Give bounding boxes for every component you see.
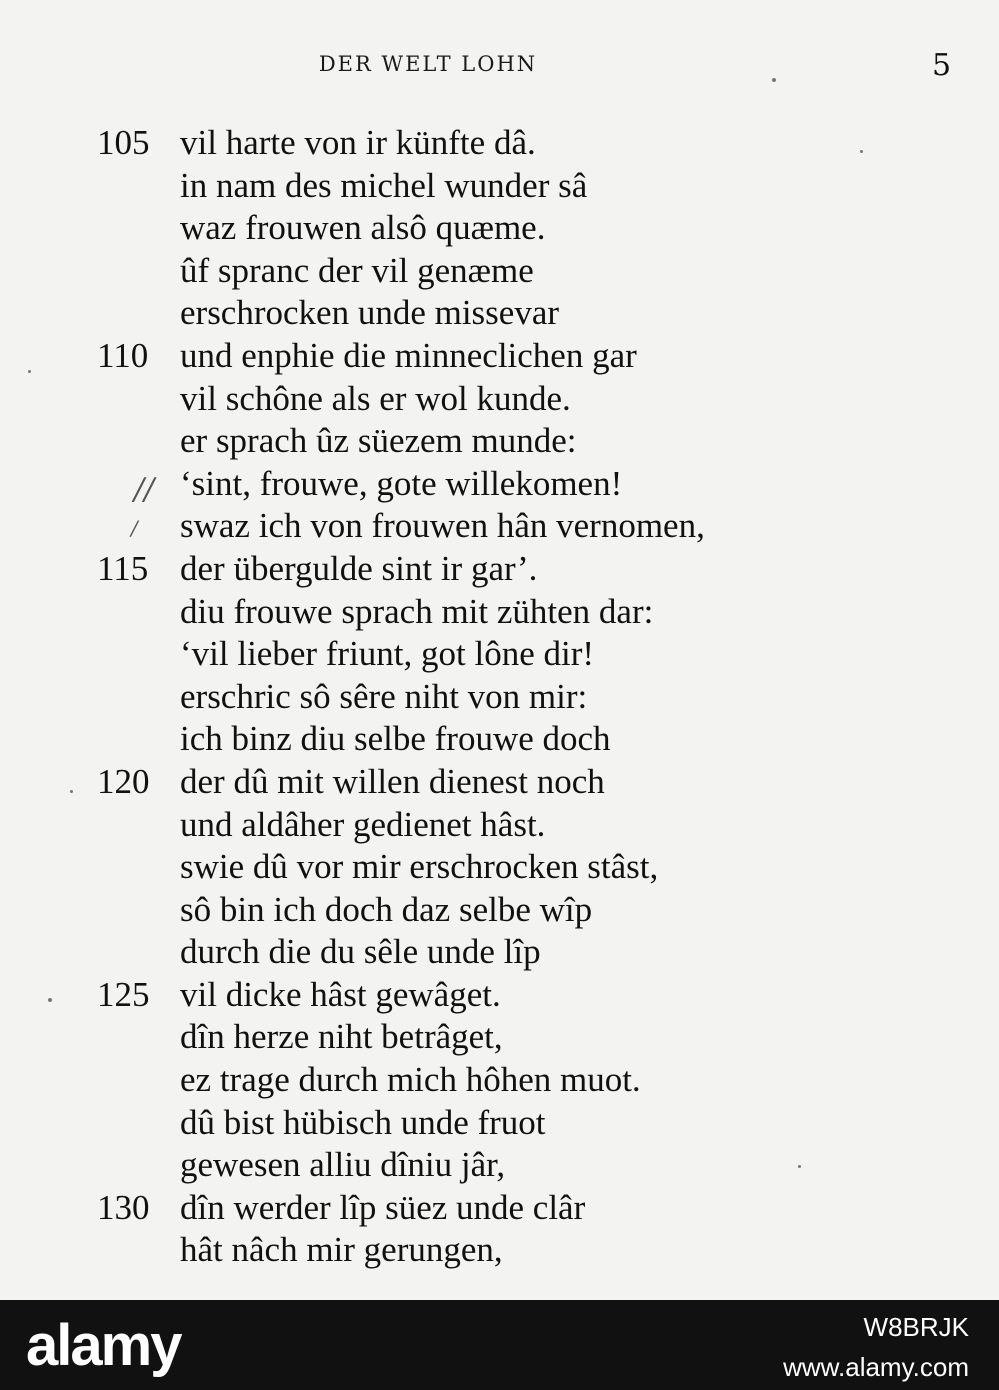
verse-text: der übergulde sint ir gar’. (180, 548, 538, 588)
poem-line (0, 889, 999, 932)
poem-line (0, 761, 999, 804)
stock-photo-footer (0, 1300, 999, 1390)
poem-line (0, 718, 999, 761)
verse-text: der dû mit willen dienest noch (180, 761, 605, 801)
poem-line (0, 165, 999, 208)
verse-text: und aldâher gedienet hâst. (180, 804, 546, 844)
verse-text: vil schône als er wol kunde. (180, 378, 571, 418)
verse-text: dîn werder lîp süez unde clâr (180, 1187, 586, 1227)
poem-line (0, 1059, 999, 1102)
running-head (0, 48, 999, 86)
poem-line (0, 207, 999, 250)
verse-text: dû bist hübisch unde fruot (180, 1102, 546, 1142)
line-number: 125 (97, 974, 150, 1014)
poem-line (0, 122, 999, 165)
poem-line (0, 1144, 999, 1187)
verse-text: er sprach ûz süezem munde: (180, 421, 577, 461)
verse-text: durch die du sêle unde lîp (180, 932, 541, 972)
verse-text: swaz ich von frouwen hân vernomen, (180, 506, 705, 546)
line-number: 120 (97, 761, 150, 801)
poem-line (0, 1229, 999, 1272)
line-number: 105 (97, 123, 150, 162)
margin-mark: / (131, 516, 138, 540)
verse-text: ûf spranc der vil genæme (180, 250, 534, 290)
poem-line (0, 1016, 999, 1059)
verse-text: gewesen alliu dîniu jâr, (180, 1145, 506, 1185)
verse-text: sô bin ich doch daz selbe wîp (180, 889, 593, 929)
poem-line (0, 1102, 999, 1145)
verse-text: ich binz diu selbe frouwe doch (180, 719, 611, 759)
poem-line (0, 378, 999, 421)
verse-text: ez trage durch mich hôhen muot. (180, 1060, 641, 1100)
verse-text: ‘sint, frouwe, gote willekomen! (180, 463, 623, 503)
poem-line (0, 505, 999, 548)
verse-text: ‘vil lieber friunt, got lône dir! (180, 634, 595, 674)
speck (798, 1165, 801, 1168)
alamy-logo: alamy (26, 1313, 181, 1378)
poem-line (0, 633, 999, 676)
verse-text: erschrocken unde missevar (180, 293, 560, 333)
poem-line (0, 974, 999, 1017)
margin-mark: // (134, 472, 155, 507)
verse-text: swie dû vor mir erschrocken stâst, (180, 847, 659, 887)
poem-line (0, 548, 999, 591)
poem-line (0, 250, 999, 293)
speck (772, 78, 776, 82)
verse-text: vil dicke hâst gewâget. (180, 974, 501, 1014)
line-number: 110 (97, 335, 149, 375)
verse-text: und enphie die minneclichen gar (180, 335, 637, 375)
poem-text (0, 122, 999, 1272)
image-id: W8BRJK (863, 1312, 969, 1342)
poem-line (0, 676, 999, 719)
line-number: 115 (97, 548, 149, 588)
speck (28, 370, 31, 373)
verse-text: diu frouwe sprach mit zühten dar: (180, 591, 654, 631)
line-number: 130 (97, 1187, 150, 1227)
poem-line (0, 335, 999, 378)
poem-line (0, 931, 999, 974)
verse-text: vil harte von ir künfte dâ. (180, 123, 536, 162)
poem-line (0, 846, 999, 889)
verse-text: dîn herze niht betrâget, (180, 1017, 503, 1057)
poem-line (0, 292, 999, 335)
poem-line (0, 1187, 999, 1230)
verse-text: erschric sô sêre niht von mir: (180, 676, 588, 716)
verse-text: in nam des michel wunder sâ (180, 165, 588, 205)
running-title: DER WELT LOHN (318, 52, 538, 76)
speck (48, 998, 52, 1002)
site-url: www.alamy.com (783, 1352, 969, 1382)
speck (70, 790, 73, 793)
poem-line (0, 420, 999, 463)
speck (860, 150, 863, 153)
poem-line (0, 591, 999, 634)
verse-text: hât nâch mir gerungen, (180, 1230, 503, 1270)
page-number: 5 (932, 48, 952, 83)
verse-text: waz frouwen alsô quæme. (180, 208, 546, 248)
poem-line (0, 804, 999, 847)
